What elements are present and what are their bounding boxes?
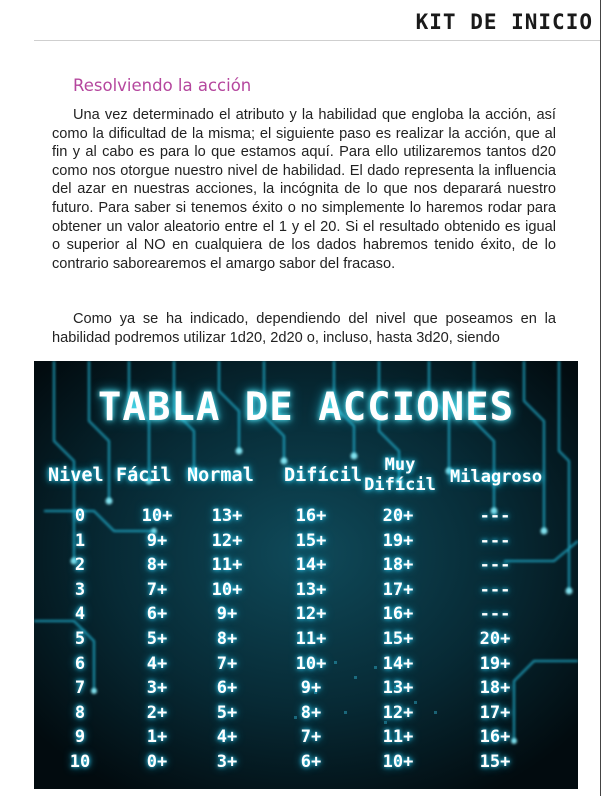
table-cell: 0+ (146, 752, 168, 772)
table-cell: 13+ (295, 579, 327, 600)
table-cell: 9 (74, 727, 86, 748)
table-cell: 15+ (382, 629, 414, 649)
table-cell: 7 (74, 678, 86, 699)
table-cell: 5 (74, 629, 86, 649)
running-header: KIT DE INICIO (415, 10, 593, 34)
table-cell: 14+ (382, 653, 414, 674)
table-cell: 8 (74, 702, 86, 723)
table-cell: 3+ (216, 752, 238, 772)
table-cell: 3+ (146, 678, 168, 699)
body-paragraph: Una vez determinado el atributo y la habilidad que engloba la acción, así como la dificultad de la misma; el siguiente paso es realizar la acción, que al fin y al cabo es para lo que estamos aquí. Para ello utilizaremos tantos d20 como nos otorgue nuestro nivel de habilidad. El dado representa la influencia del azar en nuestras acciones, la incógnita de lo que nos deparará nuestro futuro. Para saber si tenemos éxito o no simplemente lo haremos rodar para obtener un valor aleatorio entre el 1 y el 20. Si el resultado obtenido es igual o superior al NO en cualquiera de los dados habremos tenido éxito, de lo contrario saborearemos el amargo sabor del fracaso. (52, 107, 556, 272)
table-cell: 16+ (295, 506, 327, 526)
table-cell: 4+ (216, 727, 238, 748)
table-cell: 7+ (216, 653, 238, 674)
table-cell: 16+ (479, 727, 511, 748)
table-cell: 7+ (146, 579, 168, 600)
table-cell: 12+ (211, 530, 243, 551)
table-cell: 8+ (146, 555, 168, 576)
table-cell: 17+ (479, 702, 511, 723)
table-cell: 19+ (479, 653, 511, 674)
table-cell: 18+ (382, 555, 414, 576)
table-cell: 15+ (295, 530, 327, 551)
table-cell: 20+ (382, 506, 414, 526)
table-cell: 1+ (146, 727, 168, 748)
table-cell: 6+ (300, 752, 322, 772)
table-header-muy-dificil (360, 455, 440, 495)
table-cell: 20+ (479, 629, 511, 649)
table-cell: 11+ (382, 727, 414, 748)
table-cell: 11+ (211, 555, 243, 576)
table-cell: --- (479, 506, 511, 526)
table-cell: --- (479, 555, 511, 576)
table-cell: --- (479, 530, 511, 551)
table-cell: 6+ (216, 678, 238, 699)
table-cell: 10 (69, 752, 91, 772)
page-edge-line (600, 0, 601, 796)
table-cell: 13+ (211, 506, 243, 526)
table-cell: 7+ (300, 727, 322, 748)
table-header-dificil: Difícil (284, 465, 362, 486)
table-cell: 15+ (479, 752, 511, 772)
table-title: TABLA DE ACCIONES (97, 385, 515, 430)
table-cell: 4 (74, 604, 86, 625)
table-cell: 9+ (300, 678, 322, 699)
table-cell: 6+ (146, 604, 168, 625)
table-cell: 5+ (216, 702, 238, 723)
table-cell: 1 (74, 530, 86, 551)
table-header-facil: Fácil (116, 465, 172, 486)
table-cell: 13+ (382, 678, 414, 699)
table-cell: 11+ (295, 629, 327, 649)
table-cell: 6 (74, 653, 86, 674)
table-cell: 12+ (295, 604, 327, 625)
table-cell: 9+ (146, 530, 168, 551)
table-cell: 17+ (382, 579, 414, 600)
table-header-muy-dificil-line-2: Difícil (364, 475, 436, 495)
table-cell: 10+ (382, 752, 414, 772)
table-cell: 16+ (382, 604, 414, 625)
table-header-normal: Normal (187, 465, 254, 486)
table-cell: 18+ (479, 678, 511, 699)
action-table-panel (34, 361, 578, 789)
table-header-muy-dificil-line-1: Muy (384, 455, 416, 475)
table-cell: --- (479, 579, 511, 600)
table-header-milagroso: Milagroso (450, 467, 543, 487)
table-cell: 8+ (300, 702, 322, 723)
table-cell: 10+ (211, 579, 243, 600)
table-cell: 2+ (146, 702, 168, 723)
header-divider (34, 40, 600, 41)
table-cell: 2 (74, 555, 86, 576)
table-cell: 14+ (295, 555, 327, 576)
table-cell: 19+ (382, 530, 414, 551)
table-cell: 10+ (141, 506, 173, 526)
table-cell: 10+ (295, 653, 327, 674)
table-cell: 12+ (382, 702, 414, 723)
table-cell: 4+ (146, 653, 168, 674)
section-heading: Resolviendo la acción (73, 76, 252, 95)
table-cell: --- (479, 604, 511, 625)
table-cell: 0 (74, 506, 86, 526)
table-cell: 5+ (146, 629, 168, 649)
table-cell: 8+ (216, 629, 238, 649)
body-paragraph: Como ya se ha indicado, dependiendo del nivel que poseamos en la habilidad podremos utilizar 1d20, 2d20 o, incluso, hasta 3d20, siendo (52, 311, 556, 346)
table-cell: 9+ (216, 604, 238, 625)
table-header-nivel: Nivel (48, 465, 104, 486)
table-cell: 3 (74, 579, 86, 600)
